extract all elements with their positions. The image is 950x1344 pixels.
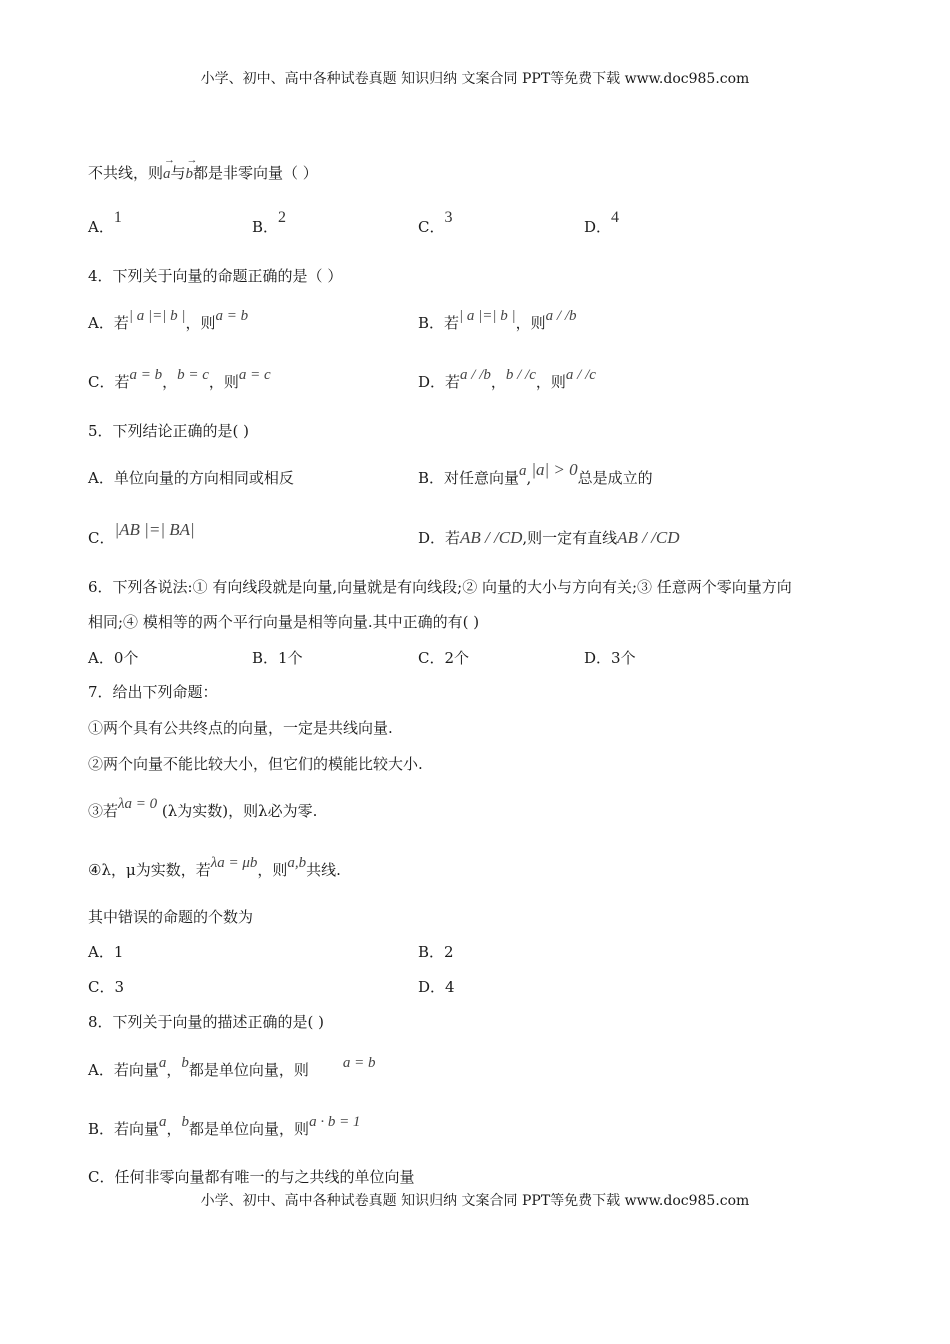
q3-stem-mid: 与 xyxy=(170,164,186,182)
q7-proposition-4: ④λ，μ为实数，若λa = μb，则a,b共线. xyxy=(88,855,341,879)
q3-option-c: C．3 xyxy=(418,209,453,236)
q6-option-d: D．3个 xyxy=(584,649,636,667)
q5-option-b: B．对任意向量a,|a| > 0总是成立的 xyxy=(418,460,653,487)
q5-option-c: C．|AB |=| BA| xyxy=(88,520,195,547)
q7-proposition-2: ②两个向量不能比较大小，但它们的模能比较大小. xyxy=(88,755,423,773)
q3-stem-post: 都是非零向量（ ） xyxy=(193,164,318,182)
q7-proposition-1: ①两个具有公共终点的向量，一定是共线向量. xyxy=(88,719,393,737)
q3-option-d: D．4 xyxy=(584,209,620,236)
q4-option-a: A．若| a |=| b |，则a = b xyxy=(88,308,249,332)
q7-question: 其中错误的命题的个数为 xyxy=(88,908,254,926)
question-7-stem: 7．给出下列命题： xyxy=(88,683,218,701)
q8-option-a: A．若向量a，b都是单位向量，则 a = b xyxy=(88,1055,376,1079)
q4-option-b: B．若| a |=| b |，则a / /b xyxy=(418,308,577,332)
q3-option-b: B．2 xyxy=(252,209,287,236)
q6-option-b: B．1个 xyxy=(252,649,303,667)
q5-option-a: A．单位向量的方向相同或相反 xyxy=(88,469,294,487)
q3-stem-pre: 不共线，则 xyxy=(88,164,164,182)
page-footer: 小学、初中、高中各种试卷真题 知识归纳 文案合同 PPT等免费下载 www.doc985.com xyxy=(200,1193,750,1209)
q5-option-d: D．若AB / /CD,则一定有直线AB / /CD xyxy=(418,528,680,547)
q6-option-c: C．2个 xyxy=(418,649,470,667)
question-6-line-2: 相同;④ 模相等的两个平行向量是相等向量.其中正确的有( ) xyxy=(88,613,480,631)
vector-a: → a xyxy=(163,158,171,184)
q3-option-a: A．1 xyxy=(88,209,122,236)
question-4-stem: 4．下列关于向量的命题正确的是（ ） xyxy=(88,267,343,285)
q4-option-d: D．若a / /b，b / /c，则a / /c xyxy=(418,367,596,391)
q6-option-a: A．0个 xyxy=(88,649,139,667)
question-5-stem: 5．下列结论正确的是( ) xyxy=(88,422,250,440)
q8-option-b: B．若向量a，b都是单位向量，则a · b = 1 xyxy=(88,1114,361,1138)
vector-b: → b xyxy=(186,158,194,184)
question-3-stem xyxy=(88,158,318,184)
q7-option-c: C．3 xyxy=(88,978,125,996)
q8-option-c: C．任何非零向量都有唯一的与之共线的单位向量 xyxy=(88,1168,415,1186)
q7-proposition-3: ③若λa = 0 (λ为实数)，则λ必为零. xyxy=(88,796,318,820)
q4-option-c: C．若a = b，b = c，则a = c xyxy=(88,367,271,391)
question-6-line-1: 6．下列各说法:① 有向线段就是向量,向量就是有向线段;② 向量的大小与方向有关;③ 任意两个零向量方向 xyxy=(88,578,792,596)
question-8-stem: 8．下列关于向量的描述正确的是( ) xyxy=(88,1013,325,1031)
q7-option-a: A．1 xyxy=(88,943,124,961)
q7-option-b: B．2 xyxy=(418,943,454,961)
q7-option-d: D．4 xyxy=(418,978,455,996)
page-header: 小学、初中、高中各种试卷真题 知识归纳 文案合同 PPT等免费下载 www.doc985.com xyxy=(200,71,750,87)
